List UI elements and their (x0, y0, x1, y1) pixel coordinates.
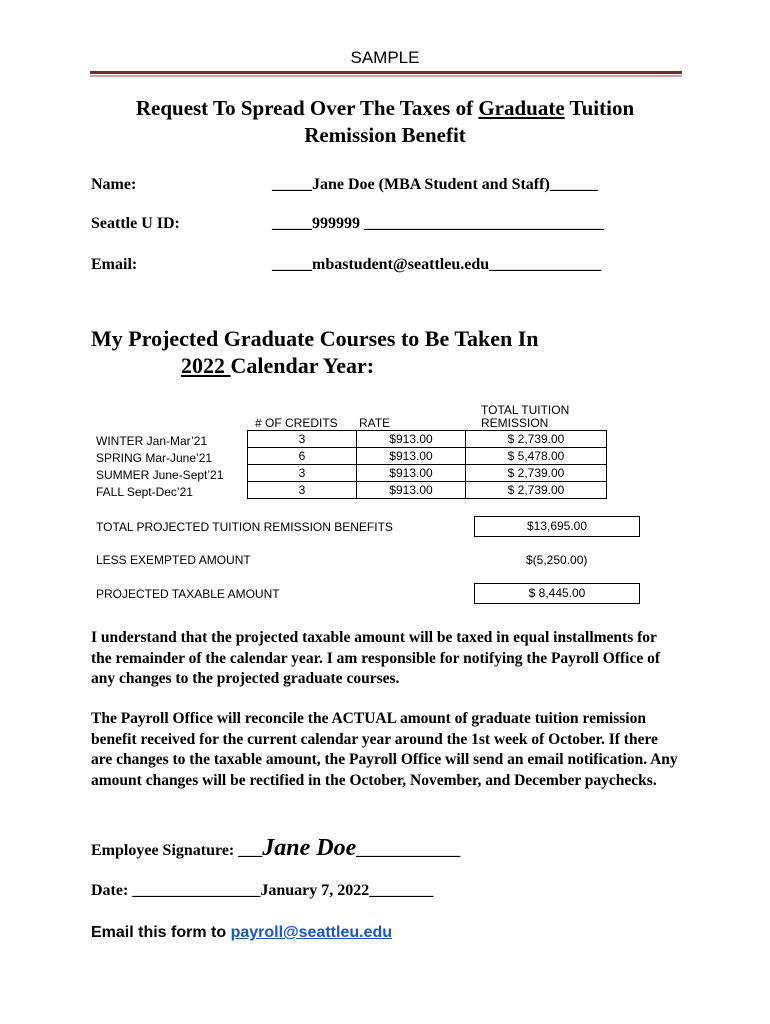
term-label: WINTER Jan-Mar’21 (96, 434, 208, 448)
signature[interactable]: Jane Doe (262, 835, 357, 861)
form-title (0, 95, 770, 122)
exempted-label: LESS EXEMPTED AMOUNT (96, 553, 251, 567)
term-label: FALL Sept-Dec’21 (96, 485, 193, 499)
courses-heading-line2 (181, 353, 374, 379)
courses-heading-rest: Calendar Year: (230, 353, 375, 378)
credits-cell[interactable]: 3 (248, 465, 357, 482)
credits-cell[interactable]: 3 (248, 431, 357, 448)
taxable-label: PROJECTED TAXABLE AMOUNT (96, 587, 280, 601)
id-field[interactable]: _____999999 ______________________________ (272, 215, 604, 232)
total-benefits-value[interactable]: $13,695.00 (474, 516, 640, 537)
date-label: Date: ________________ (91, 882, 261, 899)
taxable-value[interactable]: $ 8,445.00 (474, 583, 640, 604)
email-label: Email: (91, 256, 138, 273)
exempted-value: $(5,250.00) (526, 553, 588, 567)
email-instruction-text: Email this form to (91, 924, 231, 941)
courses-year: 2022 (181, 353, 231, 378)
rate-cell[interactable]: $913.00 (357, 465, 466, 482)
title-text-end: Tuition (564, 96, 635, 120)
email-instruction (91, 924, 392, 942)
total-header-line2: REMISSION (481, 416, 549, 430)
form-title-line2: Remission Benefit (304, 123, 466, 147)
signature-label: Employee Signature: ___ (91, 842, 263, 859)
date-field[interactable]: January 7, 2022 (260, 882, 370, 899)
signature-trail: _____________ (356, 842, 461, 859)
total-cell[interactable]: $ 2,739.00 (466, 482, 607, 499)
header-rule-shadow (90, 75, 682, 77)
rate-cell[interactable]: $913.00 (357, 448, 466, 465)
signature-line (91, 835, 460, 862)
date-line (91, 882, 433, 900)
total-header: TOTAL TUITION (481, 403, 570, 417)
name-label: Name: (91, 176, 137, 193)
total-cell[interactable]: $ 5,478.00 (466, 448, 607, 465)
total-cell[interactable]: $ 2,739.00 (466, 431, 607, 448)
email-field[interactable]: _____mbastudent@seattleu.edu______________ (272, 256, 602, 273)
title-text: Request To Spread Over The Taxes of (135, 96, 479, 120)
credits-header: # OF CREDITS (255, 416, 338, 430)
acknowledgement-paragraph: I understand that the projected taxable amount will be taxed in equal installments for the remainder of the calendar year. I am responsible for notifying the Payroll Office of any changes to the projected graduate courses. (91, 629, 660, 687)
name-field[interactable]: _____Jane Doe (MBA Student and Staff)______ (272, 176, 598, 193)
payroll-email-link[interactable]: payroll@seattleu.edu (230, 924, 392, 941)
header-rule (90, 71, 682, 74)
table-row (248, 465, 607, 482)
table-row (248, 482, 607, 499)
credits-cell[interactable]: 6 (248, 448, 357, 465)
sample-header: SAMPLE (350, 48, 420, 67)
table-row (248, 448, 607, 465)
term-label: SPRING Mar-June’21 (96, 451, 213, 465)
id-label: Seattle U ID: (91, 215, 180, 232)
rate-cell[interactable]: $913.00 (357, 431, 466, 448)
credits-cell[interactable]: 3 (248, 482, 357, 499)
courses-table (247, 430, 607, 499)
total-benefits-label: TOTAL PROJECTED TUITION REMISSION BENEFITS (96, 520, 393, 534)
total-cell[interactable]: $ 2,739.00 (466, 465, 607, 482)
title-underlined: Graduate (478, 96, 565, 120)
rate-header: RATE (359, 416, 391, 430)
courses-heading: My Projected Graduate Courses to Be Taken In (91, 326, 539, 351)
rate-cell[interactable]: $913.00 (357, 482, 466, 499)
table-row (248, 431, 607, 448)
date-trail: ________ (369, 882, 434, 899)
reconcile-paragraph: The Payroll Office will reconcile the ACTUAL amount of graduate tuition remission benefit received for the current calendar year around the 1st week of October. If there are changes to the taxable amount, the Payroll Office will send an email notification. Any amount changes will be rectified in the October, November, and December paychecks. (91, 710, 678, 789)
term-label: SUMMER June-Sept’21 (96, 468, 224, 482)
